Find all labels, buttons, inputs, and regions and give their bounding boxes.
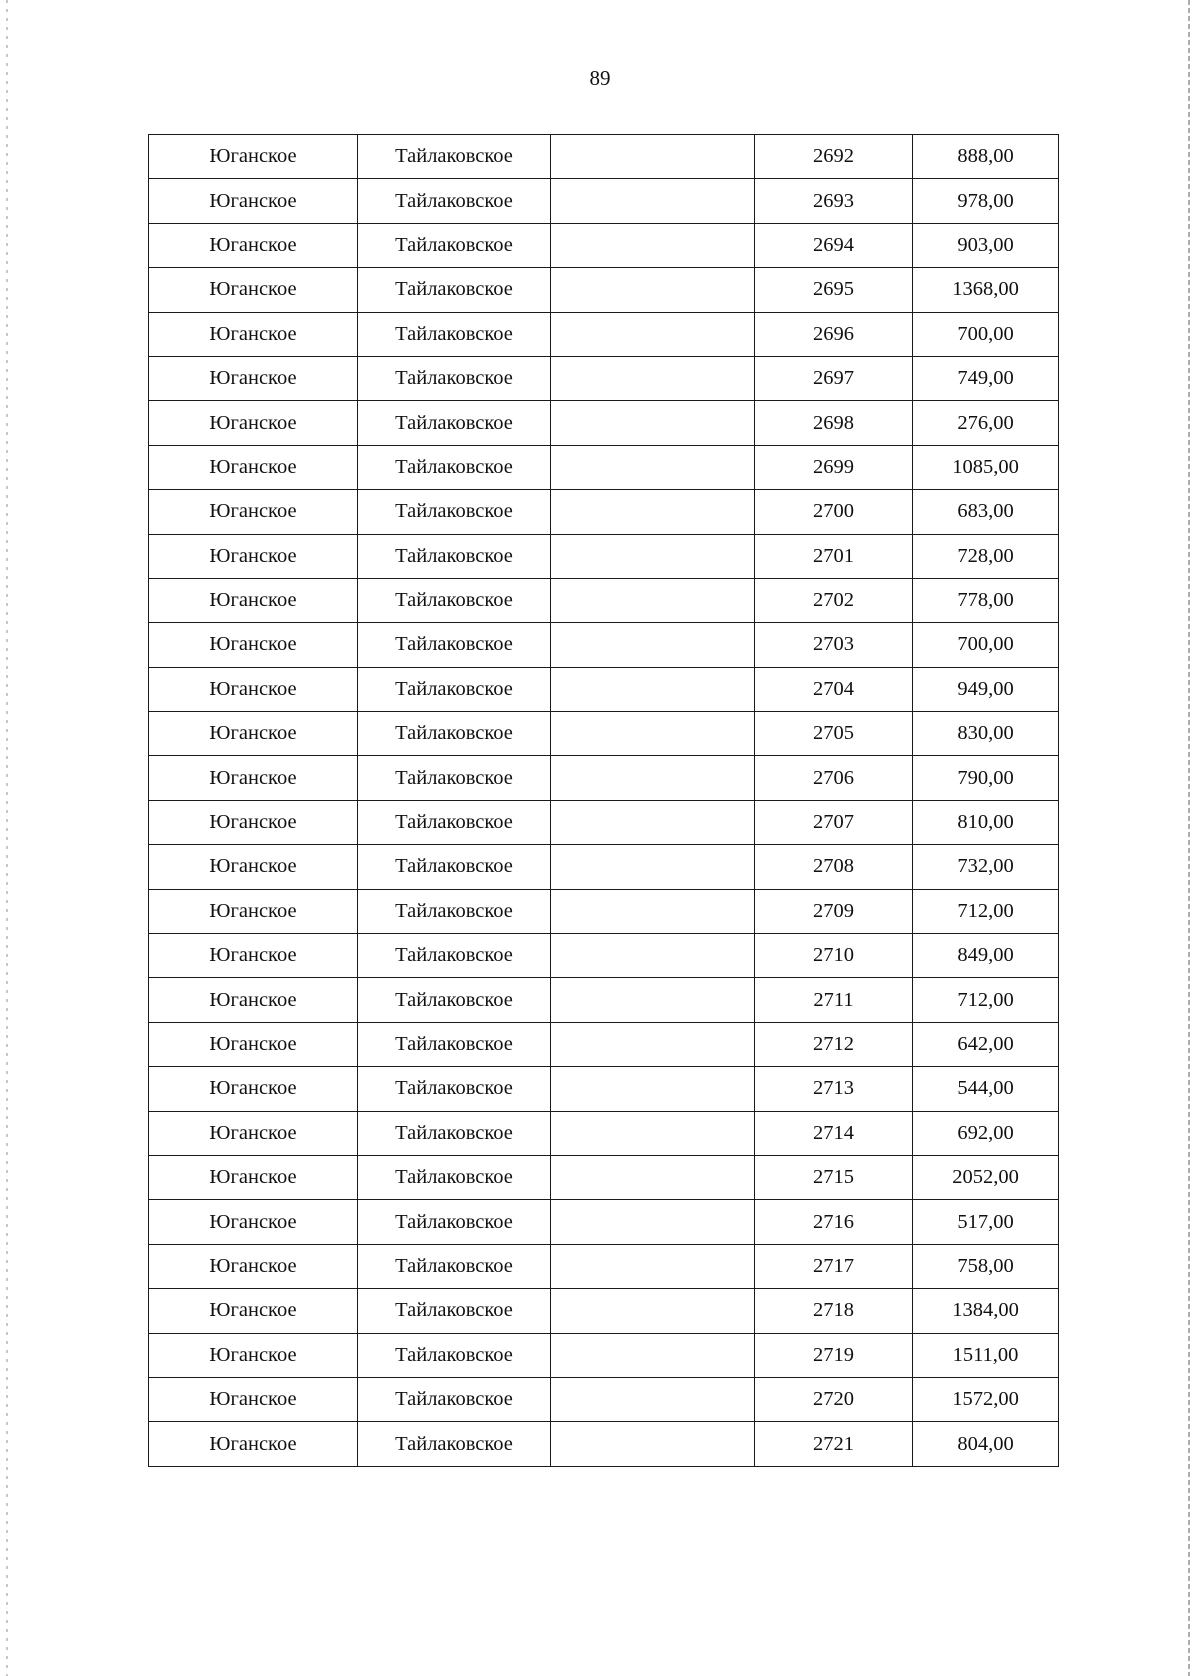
cell-field-name: Юганское	[149, 312, 358, 356]
cell-field-name: Юганское	[149, 1377, 358, 1421]
table-row	[149, 623, 1059, 667]
cell-value: 683,00	[913, 490, 1059, 534]
cell-plot-number: 2693	[755, 179, 913, 223]
cell-plot-number: 2700	[755, 490, 913, 534]
cell-plot-number: 2707	[755, 800, 913, 844]
cell-field-name: Юганское	[149, 268, 358, 312]
cell-plot-number: 2695	[755, 268, 913, 312]
cell-value: 1384,00	[913, 1289, 1059, 1333]
cell-value: 949,00	[913, 667, 1059, 711]
cell-value: 692,00	[913, 1111, 1059, 1155]
cell-field-name: Юганское	[149, 445, 358, 489]
table-row	[149, 934, 1059, 978]
cell-empty-column	[551, 135, 755, 179]
table-row	[149, 889, 1059, 933]
cell-empty-column	[551, 1200, 755, 1244]
table-row	[149, 800, 1059, 844]
cell-value: 1572,00	[913, 1377, 1059, 1421]
cell-plot-number: 2718	[755, 1289, 913, 1333]
table-row	[149, 1022, 1059, 1066]
cell-field-name: Юганское	[149, 1022, 358, 1066]
cell-empty-column	[551, 534, 755, 578]
cell-area-name: Тайлаковское	[358, 934, 551, 978]
cell-area-name: Тайлаковское	[358, 1244, 551, 1288]
table-row	[149, 135, 1059, 179]
cell-plot-number: 2703	[755, 623, 913, 667]
cell-area-name: Тайлаковское	[358, 1067, 551, 1111]
table-row	[149, 756, 1059, 800]
cell-field-name: Юганское	[149, 356, 358, 400]
cell-field-name: Юганское	[149, 401, 358, 445]
cell-plot-number: 2699	[755, 445, 913, 489]
cell-area-name: Тайлаковское	[358, 756, 551, 800]
cell-plot-number: 2706	[755, 756, 913, 800]
cell-field-name: Юганское	[149, 1289, 358, 1333]
cell-value: 1511,00	[913, 1333, 1059, 1377]
cell-plot-number: 2696	[755, 312, 913, 356]
cell-empty-column	[551, 1022, 755, 1066]
cell-plot-number: 2721	[755, 1422, 913, 1466]
cell-field-name: Юганское	[149, 534, 358, 578]
cell-empty-column	[551, 623, 755, 667]
table-row	[149, 268, 1059, 312]
cell-empty-column	[551, 356, 755, 400]
cell-area-name: Тайлаковское	[358, 800, 551, 844]
table-row	[149, 845, 1059, 889]
cell-value: 2052,00	[913, 1155, 1059, 1199]
cell-field-name: Юганское	[149, 1422, 358, 1466]
table-row	[149, 356, 1059, 400]
cell-area-name: Тайлаковское	[358, 268, 551, 312]
table-row	[149, 1155, 1059, 1199]
cell-value: 1368,00	[913, 268, 1059, 312]
cell-value: 700,00	[913, 623, 1059, 667]
cell-empty-column	[551, 667, 755, 711]
cell-value: 758,00	[913, 1244, 1059, 1288]
cell-value: 790,00	[913, 756, 1059, 800]
cell-value: 728,00	[913, 534, 1059, 578]
cell-value: 903,00	[913, 223, 1059, 267]
cell-value: 544,00	[913, 1067, 1059, 1111]
cell-empty-column	[551, 445, 755, 489]
cell-empty-column	[551, 1155, 755, 1199]
cell-value: 888,00	[913, 135, 1059, 179]
cell-field-name: Юганское	[149, 1111, 358, 1155]
cell-plot-number: 2715	[755, 1155, 913, 1199]
cell-field-name: Юганское	[149, 756, 358, 800]
cell-value: 749,00	[913, 356, 1059, 400]
cell-area-name: Тайлаковское	[358, 534, 551, 578]
cell-plot-number: 2709	[755, 889, 913, 933]
cell-area-name: Тайлаковское	[358, 401, 551, 445]
cell-field-name: Юганское	[149, 1200, 358, 1244]
table-row	[149, 179, 1059, 223]
cell-plot-number: 2719	[755, 1333, 913, 1377]
cell-field-name: Юганское	[149, 889, 358, 933]
cell-area-name: Тайлаковское	[358, 667, 551, 711]
cell-field-name: Юганское	[149, 978, 358, 1022]
cell-value: 1085,00	[913, 445, 1059, 489]
cell-area-name: Тайлаковское	[358, 845, 551, 889]
cell-empty-column	[551, 712, 755, 756]
table-row	[149, 978, 1059, 1022]
table-row	[149, 223, 1059, 267]
cell-field-name: Юганское	[149, 934, 358, 978]
cell-empty-column	[551, 756, 755, 800]
cell-field-name: Юганское	[149, 800, 358, 844]
cell-empty-column	[551, 800, 755, 844]
table-row	[149, 578, 1059, 622]
cell-plot-number: 2704	[755, 667, 913, 711]
cell-area-name: Тайлаковское	[358, 978, 551, 1022]
cell-value: 778,00	[913, 578, 1059, 622]
cell-plot-number: 2720	[755, 1377, 913, 1421]
cell-area-name: Тайлаковское	[358, 179, 551, 223]
cell-area-name: Тайлаковское	[358, 1111, 551, 1155]
cell-plot-number: 2708	[755, 845, 913, 889]
cell-plot-number: 2701	[755, 534, 913, 578]
cell-value: 517,00	[913, 1200, 1059, 1244]
cell-plot-number: 2716	[755, 1200, 913, 1244]
cell-plot-number: 2705	[755, 712, 913, 756]
cell-area-name: Тайлаковское	[358, 135, 551, 179]
cell-field-name: Юганское	[149, 179, 358, 223]
cell-empty-column	[551, 1422, 755, 1466]
cell-plot-number: 2692	[755, 135, 913, 179]
cell-area-name: Тайлаковское	[358, 490, 551, 534]
table-row	[149, 312, 1059, 356]
cell-field-name: Юганское	[149, 578, 358, 622]
cell-plot-number: 2697	[755, 356, 913, 400]
cell-field-name: Юганское	[149, 1067, 358, 1111]
cell-empty-column	[551, 1333, 755, 1377]
cell-empty-column	[551, 312, 755, 356]
cell-empty-column	[551, 889, 755, 933]
cell-area-name: Тайлаковское	[358, 445, 551, 489]
cell-area-name: Тайлаковское	[358, 1200, 551, 1244]
cell-empty-column	[551, 845, 755, 889]
cell-area-name: Тайлаковское	[358, 1377, 551, 1421]
cell-area-name: Тайлаковское	[358, 1155, 551, 1199]
cell-area-name: Тайлаковское	[358, 223, 551, 267]
cell-field-name: Юганское	[149, 1244, 358, 1288]
cell-plot-number: 2702	[755, 578, 913, 622]
table-row	[149, 490, 1059, 534]
cell-plot-number: 2711	[755, 978, 913, 1022]
cell-empty-column	[551, 1244, 755, 1288]
cell-empty-column	[551, 401, 755, 445]
table-row	[149, 445, 1059, 489]
cell-area-name: Тайлаковское	[358, 312, 551, 356]
table-row	[149, 712, 1059, 756]
cell-plot-number: 2712	[755, 1022, 913, 1066]
cell-field-name: Юганское	[149, 667, 358, 711]
cell-plot-number: 2710	[755, 934, 913, 978]
table-row	[149, 1422, 1059, 1466]
cell-field-name: Юганское	[149, 712, 358, 756]
cell-empty-column	[551, 1067, 755, 1111]
cell-field-name: Юганское	[149, 135, 358, 179]
cell-field-name: Юганское	[149, 223, 358, 267]
cell-value: 700,00	[913, 312, 1059, 356]
cell-area-name: Тайлаковское	[358, 712, 551, 756]
cell-value: 830,00	[913, 712, 1059, 756]
table-row	[149, 534, 1059, 578]
table-row	[149, 1244, 1059, 1288]
cell-empty-column	[551, 268, 755, 312]
cell-empty-column	[551, 578, 755, 622]
cell-plot-number: 2713	[755, 1067, 913, 1111]
page-number: 89	[589, 66, 611, 90]
cell-value: 712,00	[913, 889, 1059, 933]
cell-area-name: Тайлаковское	[358, 1333, 551, 1377]
cell-field-name: Юганское	[149, 490, 358, 534]
cell-empty-column	[551, 978, 755, 1022]
cell-plot-number: 2717	[755, 1244, 913, 1288]
cell-empty-column	[551, 223, 755, 267]
table-row	[149, 1333, 1059, 1377]
cell-plot-number: 2714	[755, 1111, 913, 1155]
table-row	[149, 1111, 1059, 1155]
table-row	[149, 401, 1059, 445]
cell-value: 849,00	[913, 934, 1059, 978]
cell-field-name: Юганское	[149, 1333, 358, 1377]
cell-value: 810,00	[913, 800, 1059, 844]
cell-value: 978,00	[913, 179, 1059, 223]
cell-empty-column	[551, 1111, 755, 1155]
cell-plot-number: 2698	[755, 401, 913, 445]
scan-edge-left	[6, 0, 8, 1676]
cell-area-name: Тайлаковское	[358, 578, 551, 622]
table-row	[149, 667, 1059, 711]
cell-area-name: Тайлаковское	[358, 889, 551, 933]
cell-field-name: Юганское	[149, 1155, 358, 1199]
cell-value: 732,00	[913, 845, 1059, 889]
cell-value: 712,00	[913, 978, 1059, 1022]
cell-plot-number: 2694	[755, 223, 913, 267]
table-row	[149, 1289, 1059, 1333]
table-row	[149, 1200, 1059, 1244]
cell-field-name: Юганское	[149, 623, 358, 667]
cell-value: 804,00	[913, 1422, 1059, 1466]
table-row	[149, 1067, 1059, 1111]
table-body	[149, 135, 1059, 1467]
cell-empty-column	[551, 1289, 755, 1333]
cell-empty-column	[551, 490, 755, 534]
data-table	[148, 134, 1059, 1467]
cell-area-name: Тайлаковское	[358, 1289, 551, 1333]
cell-area-name: Тайлаковское	[358, 1422, 551, 1466]
cell-value: 276,00	[913, 401, 1059, 445]
cell-value: 642,00	[913, 1022, 1059, 1066]
cell-empty-column	[551, 179, 755, 223]
table-row	[149, 1377, 1059, 1421]
cell-area-name: Тайлаковское	[358, 623, 551, 667]
cell-empty-column	[551, 1377, 755, 1421]
cell-empty-column	[551, 934, 755, 978]
cell-field-name: Юганское	[149, 845, 358, 889]
scan-edge-right	[1188, 0, 1190, 1676]
cell-area-name: Тайлаковское	[358, 1022, 551, 1066]
cell-area-name: Тайлаковское	[358, 356, 551, 400]
